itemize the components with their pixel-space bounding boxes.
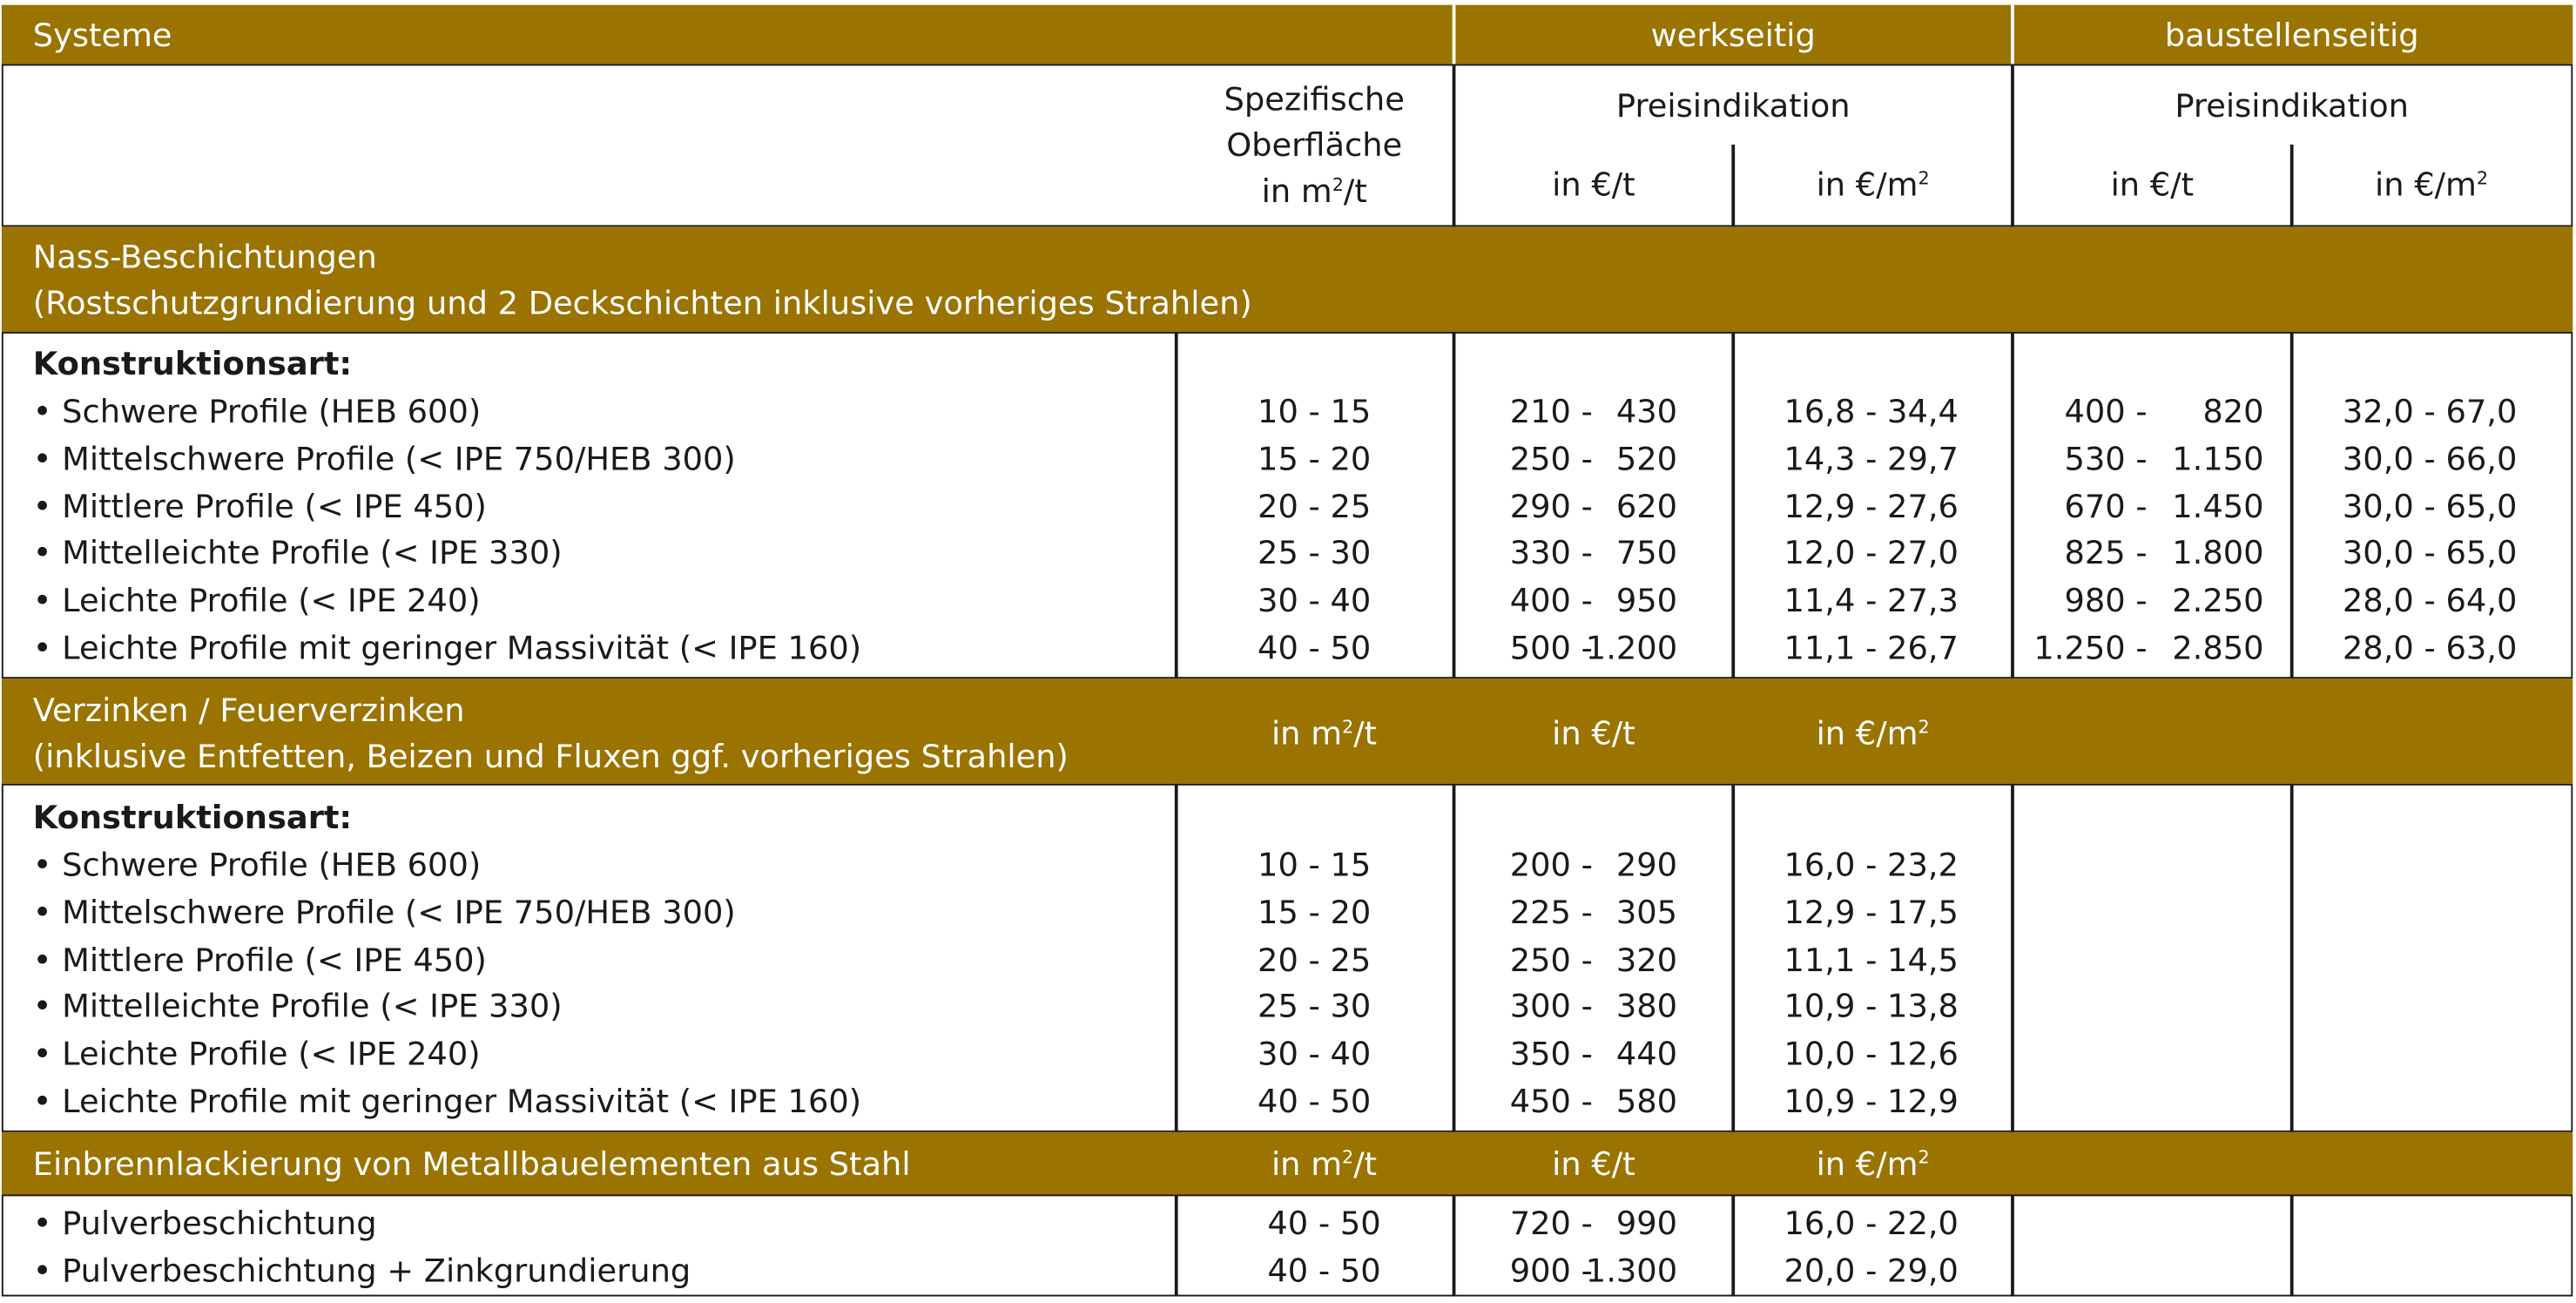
cell-oberflaeche: 10 - 15 — [1258, 392, 1372, 431]
cell-oberflaeche: 30 - 40 — [1258, 582, 1372, 620]
spez-label-line2: Oberfläche — [1226, 126, 1403, 165]
cell-bau-eur-t-high: 2.250 — [2172, 582, 2264, 620]
bau-unit-eur-t: in €/t — [2110, 165, 2195, 204]
cell-oberflaeche: 30 - 40 — [1258, 1035, 1372, 1074]
unit-m2t: in $m^2/t$ — [1271, 1144, 1378, 1184]
row-label: • Mittlere Profile (< IPE 450) — [32, 941, 487, 979]
cell-werk-eur-t-low: 225 - — [1509, 893, 1593, 932]
cell-bau-eur-t-low: 400 - — [2064, 392, 2148, 431]
cell-werk-eur-t-high: 320 — [1615, 941, 1678, 979]
header-systeme: Systeme — [32, 16, 172, 55]
cell-werk-eur-t-high: 1.300 — [1585, 1252, 1678, 1290]
cell-bau-eur-t-high: 1.450 — [2172, 487, 2264, 525]
cell-oberflaeche: 10 - 15 — [1258, 846, 1372, 884]
column-divider — [1453, 332, 1455, 679]
cell-werk-eur-t-high: 620 — [1615, 487, 1678, 525]
section-title-nass: Nass-Beschichtungen — [32, 238, 377, 276]
cell-oberflaeche: 40 - 50 — [1267, 1204, 1381, 1243]
cell-bau-eur-t-low: 670 - — [2064, 487, 2148, 525]
cell-werk-eur-t-low: 720 - — [1509, 1204, 1593, 1243]
cell-bau-eur-m2: 30,0 - 65,0 — [2342, 487, 2518, 525]
unit-eur-m2: in $€/m^2$ — [1816, 714, 1930, 753]
row-label: • Pulverbeschichtung — [32, 1204, 377, 1243]
spez-label-line1: Spezifische — [1224, 80, 1405, 118]
cell-werk-eur-m2: 14,3 - 29,7 — [1784, 440, 1959, 478]
cell-oberflaeche: 40 - 50 — [1267, 1252, 1381, 1290]
row-label: • Leichte Profile (< IPE 240) — [32, 582, 481, 620]
cell-oberflaeche: 25 - 30 — [1258, 534, 1372, 573]
row-label: • Schwere Profile (HEB 600) — [32, 846, 482, 884]
row-label: • Mittelleichte Profile (< IPE 330) — [32, 534, 563, 573]
cell-werk-eur-t-low: 250 - — [1509, 440, 1593, 478]
cell-oberflaeche: 40 - 50 — [1258, 1083, 1372, 1121]
cell-werk-eur-t-high: 380 — [1615, 988, 1678, 1026]
cell-oberflaeche: 20 - 25 — [1258, 487, 1372, 525]
row-label: • Mittlere Profile (< IPE 450) — [32, 487, 487, 525]
row-label: • Leichte Profile mit geringer Massivität (< IPE 160) — [32, 629, 862, 667]
column-divider — [2290, 784, 2293, 1132]
werk-unit-eur-m2: in $€/m^2$ — [1816, 165, 1930, 204]
konstruktionsart-heading: Konstruktionsart: — [32, 345, 353, 383]
cell-werk-eur-t-high: 440 — [1615, 1035, 1678, 1074]
konstruktionsart-heading: Konstruktionsart: — [32, 798, 353, 837]
cell-werk-eur-t-high: 580 — [1615, 1083, 1678, 1121]
cell-werk-eur-m2: 12,0 - 27,0 — [1784, 534, 1959, 573]
cell-werk-eur-m2: 16,0 - 22,0 — [1784, 1204, 1959, 1243]
cell-bau-eur-t-high: 820 — [2202, 392, 2264, 431]
cell-oberflaeche: 20 - 25 — [1258, 941, 1372, 979]
column-divider — [1175, 784, 1177, 1132]
cell-oberflaeche: 15 - 20 — [1258, 440, 1372, 478]
cell-werk-eur-m2: 20,0 - 29,0 — [1784, 1252, 1959, 1290]
cell-bau-eur-m2: 30,0 - 65,0 — [2342, 534, 2518, 573]
cell-bau-eur-t-high: 1.150 — [2172, 440, 2264, 478]
cell-werk-eur-m2: 11,1 - 14,5 — [1784, 941, 1959, 979]
cell-werk-eur-t-high: 1.200 — [1585, 629, 1678, 667]
cell-werk-eur-m2: 12,9 - 17,5 — [1784, 893, 1959, 932]
cell-werk-eur-t-high: 750 — [1615, 534, 1678, 573]
column-divider — [1453, 64, 1455, 227]
bau-preisindikation: Preisindikation — [2175, 86, 2409, 125]
unit-eur-t: in €/t — [1552, 1144, 1635, 1184]
column-divider — [1175, 332, 1177, 679]
unit-m2t: in $m^2/t$ — [1271, 714, 1378, 753]
row-label: • Mittelleichte Profile (< IPE 330) — [32, 988, 563, 1026]
cell-bau-eur-t-low: 825 - — [2064, 534, 2148, 573]
column-divider — [1175, 1194, 1177, 1296]
cell-werk-eur-m2: 16,8 - 34,4 — [1784, 392, 1959, 431]
column-divider — [2011, 332, 2013, 679]
cell-werk-eur-t-high: 305 — [1615, 893, 1678, 932]
column-divider — [2290, 145, 2293, 226]
cell-werk-eur-t-low: 300 - — [1509, 988, 1593, 1026]
section-title-verzinken: Verzinken / Feuerverzinken — [32, 692, 465, 730]
header-werkseitig: werkseitig — [1650, 16, 1816, 55]
cell-werk-eur-t-low: 290 - — [1509, 487, 1593, 525]
cell-werk-eur-m2: 11,1 - 26,7 — [1784, 629, 1959, 667]
cell-bau-eur-t-low: 530 - — [2064, 440, 2148, 478]
column-divider — [1731, 784, 1734, 1132]
cell-werk-eur-t-low: 350 - — [1509, 1035, 1593, 1074]
column-divider — [2011, 784, 2013, 1132]
cell-werk-eur-t-low: 250 - — [1509, 941, 1593, 979]
cell-bau-eur-t-low: 1.250 - — [2033, 629, 2148, 667]
cell-werk-eur-t-low: 450 - — [1509, 1083, 1593, 1121]
row-label: • Mittelschwere Profile (< IPE 750/HEB 300) — [32, 893, 736, 932]
cell-werk-eur-t-high: 430 — [1615, 392, 1678, 431]
cell-werk-eur-m2: 12,9 - 27,6 — [1784, 487, 1959, 525]
cell-werk-eur-t-low: 210 - — [1509, 392, 1593, 431]
row-label: • Schwere Profile (HEB 600) — [32, 392, 482, 431]
cell-bau-eur-m2: 32,0 - 67,0 — [2342, 392, 2518, 431]
cell-oberflaeche: 25 - 30 — [1258, 988, 1372, 1026]
header-divider — [2011, 5, 2013, 64]
cell-werk-eur-t-low: 330 - — [1509, 534, 1593, 573]
cell-werk-eur-m2: 10,9 - 12,9 — [1784, 1083, 1959, 1121]
cell-werk-eur-t-low: 400 - — [1509, 582, 1593, 620]
cell-werk-eur-m2: 11,4 - 27,3 — [1784, 582, 1959, 620]
section-subtitle-verzinken: (inklusive Entfetten, Beizen und Fluxen ggf. vorheriges Strahlen) — [32, 738, 1069, 776]
cell-werk-eur-m2: 16,0 - 23,2 — [1784, 846, 1959, 884]
cell-oberflaeche: 40 - 50 — [1258, 629, 1372, 667]
unit-eur-m2: in $€/m^2$ — [1816, 1144, 1930, 1184]
row-label: • Mittelschwere Profile (< IPE 750/HEB 300) — [32, 440, 736, 478]
cell-bau-eur-t-high: 1.800 — [2172, 534, 2264, 573]
row-label: • Leichte Profile mit geringer Massivität (< IPE 160) — [32, 1083, 862, 1121]
cell-oberflaeche: 15 - 20 — [1258, 893, 1372, 932]
werk-preisindikation: Preisindikation — [1615, 86, 1851, 125]
column-divider — [1453, 1194, 1455, 1296]
header-baustellenseitig: baustellenseitig — [2164, 16, 2419, 55]
column-divider — [1731, 332, 1734, 679]
section-subtitle-nass: (Rostschutzgrundierung und 2 Deckschichten inklusive vorheriges Strahlen) — [32, 284, 1252, 322]
cell-werk-eur-m2: 10,0 - 12,6 — [1784, 1035, 1959, 1074]
cell-werk-eur-t-low: 900 - — [1509, 1252, 1593, 1290]
column-divider — [1453, 784, 1455, 1132]
cell-bau-eur-m2: 28,0 - 64,0 — [2342, 582, 2518, 620]
werk-unit-eur-t: in €/t — [1552, 165, 1635, 204]
cell-werk-eur-t-low: 200 - — [1509, 846, 1593, 884]
cell-bau-eur-m2: 28,0 - 63,0 — [2342, 629, 2518, 667]
section-title-einbrenn: Einbrennlackierung von Metallbauelementen aus Stahl — [32, 1144, 911, 1184]
cell-werk-eur-t-high: 950 — [1615, 582, 1678, 620]
cell-werk-eur-m2: 10,9 - 13,8 — [1784, 988, 1959, 1026]
column-divider — [2290, 1194, 2293, 1296]
cell-werk-eur-t-low: 500 - — [1509, 629, 1593, 667]
unit-eur-t: in €/t — [1552, 714, 1635, 753]
bau-unit-eur-m2: in $€/m^2$ — [2374, 165, 2489, 204]
header-divider — [1453, 5, 1455, 64]
row-label: • Leichte Profile (< IPE 240) — [32, 1035, 481, 1074]
column-divider — [2011, 64, 2013, 227]
cell-werk-eur-t-high: 520 — [1615, 440, 1678, 478]
column-divider — [2290, 332, 2293, 679]
cell-werk-eur-t-high: 990 — [1615, 1204, 1678, 1243]
cell-bau-eur-t-low: 980 - — [2064, 582, 2148, 620]
column-divider — [1731, 145, 1734, 226]
cell-bau-eur-m2: 30,0 - 66,0 — [2342, 440, 2518, 478]
row-label: • Pulverbeschichtung + Zinkgrundierung — [32, 1252, 691, 1290]
cell-werk-eur-t-high: 290 — [1615, 846, 1678, 884]
column-divider — [2011, 1194, 2013, 1296]
cell-bau-eur-t-high: 2.850 — [2172, 629, 2264, 667]
column-divider — [1731, 1194, 1734, 1296]
spez-label-line3: in $m^2/t$ — [1261, 172, 1367, 211]
